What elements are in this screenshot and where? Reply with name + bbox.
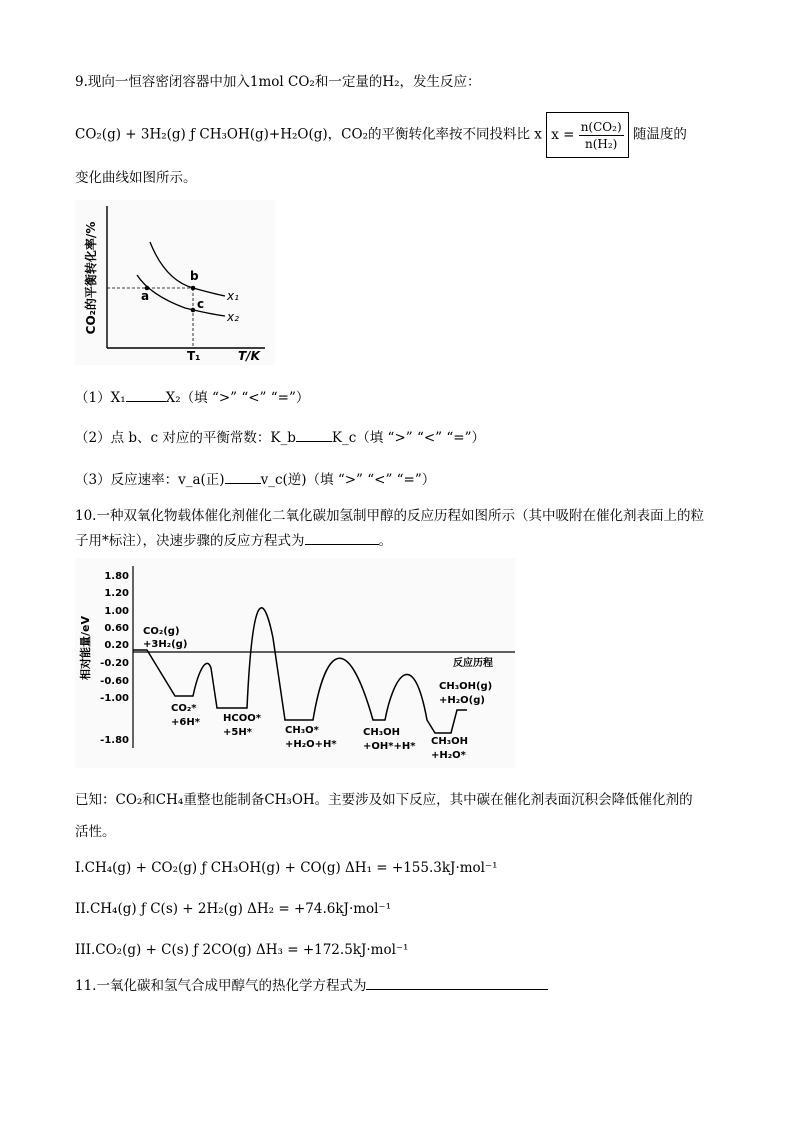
ytick-6: -0.20 xyxy=(100,658,129,669)
s1a: CO₂* xyxy=(171,703,197,714)
q9-intro: 9.现向一恒容密闭容器中加入1mol CO₂和一定量的H₂，发生反应： xyxy=(75,74,481,90)
sub2-text: （2）点 b、c 对应的平衡常数：K_b xyxy=(75,430,296,446)
sub3-tail: v_c(逆)（填 “>” “<” “=”） xyxy=(260,472,436,488)
ytick-7: -0.60 xyxy=(100,676,129,687)
q11-line xyxy=(75,975,548,996)
q9-sub1 xyxy=(75,387,309,408)
s6a: CH₃OH(g) xyxy=(439,681,493,692)
ytick-2: 1.20 xyxy=(104,588,129,599)
s5b: +H₂O* xyxy=(431,750,466,761)
sub3-text: （3）反应速率：v_a(正) xyxy=(75,472,225,488)
s5a: CH₃OH xyxy=(431,736,468,747)
q10-line2-text: 子用*标注），决速步骤的反应方程式为 xyxy=(75,533,305,549)
tick-T1: T₁ xyxy=(187,349,201,363)
q9-sub2 xyxy=(75,427,485,448)
s2a: HCOO* xyxy=(223,713,261,724)
answer-blank-1[interactable] xyxy=(126,387,166,402)
ratio-bracket xyxy=(546,112,628,158)
label-x1: x₁ xyxy=(227,289,239,303)
s1b: +6H* xyxy=(171,717,200,728)
s2b: +5H* xyxy=(223,727,252,738)
chart1-xlabel: T/K xyxy=(238,349,260,363)
q9-line3: 变化曲线如图所示。 xyxy=(75,170,197,186)
label-x2: x₂ xyxy=(227,310,239,324)
sub1-tail: X₂（填 “>” “<” “=”） xyxy=(165,390,310,406)
label-a: a xyxy=(141,289,150,303)
s6b: +H₂O(g) xyxy=(439,695,485,706)
ratio-numerator: n(CO₂) xyxy=(580,120,622,134)
chart2-xlabel: 反应历程 xyxy=(453,658,493,669)
point-c xyxy=(191,308,196,313)
ytick-1: 1.80 xyxy=(104,571,129,582)
ytick-4: 0.60 xyxy=(104,623,129,634)
chart1-ylabel: CO₂的平衡转化率/% xyxy=(84,221,98,335)
q10-line2-end: 。 xyxy=(378,533,392,549)
s3b: +H₂O+H* xyxy=(285,739,337,750)
ytick-3: 1.00 xyxy=(104,606,129,617)
q10-line1: 10.一种双氧化物载体催化剂催化二氧化碳加氢制甲醇的反应历程如图所示（其中吸附在催化剂表面上的粒 xyxy=(75,508,704,524)
ytick-8: -1.00 xyxy=(100,693,129,704)
ratio-denominator: n(H₂) xyxy=(584,137,618,151)
q9-equation: CO₂(g) + 3H₂(g) ƒ CH₃OH(g)+H₂O(g)，CO₂的平衡转化率按不同投料比 x xyxy=(75,126,542,143)
conversion-chart xyxy=(75,200,275,365)
ytick-5: 0.20 xyxy=(104,640,129,651)
point-b xyxy=(191,286,196,291)
energy-profile-chart xyxy=(75,558,515,768)
q9-after-ratio: 随温度的 xyxy=(632,126,687,143)
q10-line2 xyxy=(75,530,392,551)
ratio-fraction xyxy=(579,119,624,152)
answer-blank-3[interactable] xyxy=(225,469,261,484)
label-c: c xyxy=(197,297,205,311)
s0b: +3H₂(g) xyxy=(143,639,188,650)
known-line1: 已知：CO₂和CH₄重整也能制备CH₃OH。主要涉及如下反应，其中碳在催化剂表面沉积会降低催化剂的 xyxy=(75,792,693,808)
q9-equation-line xyxy=(75,112,687,158)
answer-blank-4[interactable] xyxy=(305,530,379,545)
ratio-var: x = xyxy=(551,127,575,143)
s0a: CO₂(g) xyxy=(143,626,180,637)
answer-blank-5[interactable] xyxy=(366,975,548,990)
sub2-tail: K_c（填 “>” “<” “=”） xyxy=(331,430,485,446)
s3a: CH₃O* xyxy=(285,725,319,736)
s4a: CH₃OH xyxy=(363,727,400,738)
s4b: +OH*+H* xyxy=(363,741,416,752)
reaction-1: I.CH₄(g) + CO₂(g) ƒ CH₃OH(g) + CO(g) ΔH₁ = +155.3kJ·mol⁻¹ xyxy=(75,860,498,876)
answer-blank-2[interactable] xyxy=(296,427,332,442)
chart2-ylabel: 相对能量/eV xyxy=(79,616,92,680)
known-line2: 活性。 xyxy=(75,824,116,840)
ytick-9: -1.80 xyxy=(100,735,129,746)
reaction-2: II.CH₄(g) ƒ C(s) + 2H₂(g) ΔH₂ = +74.6kJ·mol⁻¹ xyxy=(75,901,392,917)
q11-text: 11.一氧化碳和氢气合成甲醇气的热化学方程式为 xyxy=(75,978,367,994)
q9-sub3 xyxy=(75,469,435,490)
sub1-text: （1）X₁ xyxy=(75,390,126,406)
label-b: b xyxy=(190,269,199,283)
reaction-3: III.CO₂(g) + C(s) ƒ 2CO(g) ΔH₃ = +172.5kJ·mol⁻¹ xyxy=(75,942,409,958)
